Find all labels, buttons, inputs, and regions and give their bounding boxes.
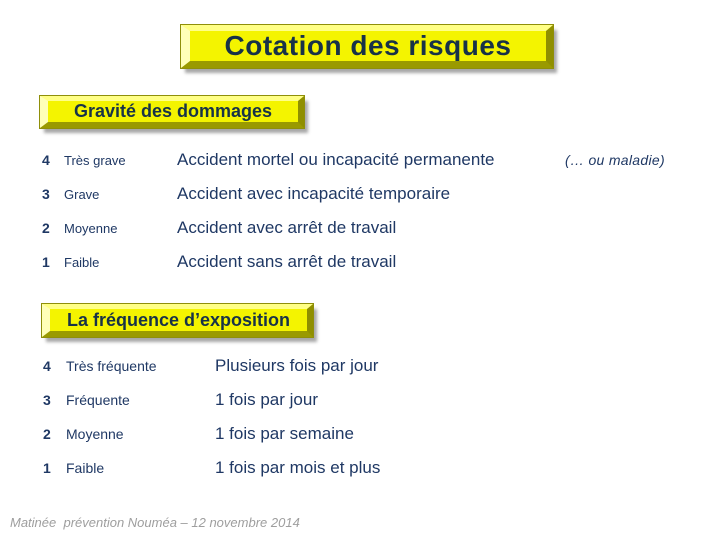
table-row [42, 245, 495, 279]
score-value: 2 [42, 220, 50, 236]
slide-footer: Matinée prévention Nouméa – 12 novembre 2014 [10, 515, 300, 530]
level-label: Moyenne [66, 426, 124, 442]
table-row [43, 417, 380, 451]
slide-title: Cotation des risques [224, 30, 512, 61]
table-row [42, 143, 665, 177]
score-value: 1 [43, 460, 51, 476]
level-description: Accident avec incapacité temporaire [177, 184, 451, 203]
level-label: Fréquente [66, 392, 130, 408]
level-label: Faible [64, 254, 100, 270]
score-value: 2 [43, 426, 51, 442]
gravite-table [42, 143, 665, 279]
table-row [42, 177, 495, 211]
level-description: Plusieurs fois par jour [215, 356, 379, 375]
section-heading-frequence-banner [42, 304, 313, 337]
section-heading-frequence: La fréquence d’exposition [66, 309, 291, 330]
level-label: Très grave [64, 152, 126, 168]
score-value: 1 [42, 254, 50, 270]
level-label: Faible [66, 460, 105, 476]
slide-title-banner [181, 25, 553, 68]
score-value: 4 [42, 152, 50, 168]
score-value: 4 [43, 358, 51, 374]
frequence-table [43, 349, 380, 485]
score-value: 3 [42, 186, 50, 202]
table-row [43, 451, 380, 485]
level-note: (… ou maladie) [565, 152, 665, 168]
level-label: Moyenne [64, 220, 118, 236]
section-heading-gravite: Gravité des dommages [73, 101, 273, 121]
level-description: Accident sans arrêt de travail [177, 252, 397, 271]
level-description: 1 fois par mois et plus [215, 458, 381, 477]
level-description: 1 fois par jour [215, 390, 318, 409]
level-description: Accident avec arrêt de travail [177, 218, 397, 237]
table-row [42, 211, 495, 245]
score-value: 3 [43, 392, 51, 408]
table-row [43, 349, 380, 383]
level-label: Grave [64, 186, 100, 202]
level-description: Accident mortel ou incapacité permanente [177, 150, 495, 169]
level-description: 1 fois par semaine [215, 424, 354, 443]
level-label: Très fréquente [66, 358, 157, 374]
section-heading-gravite-banner [40, 96, 304, 128]
table-row [43, 383, 380, 417]
